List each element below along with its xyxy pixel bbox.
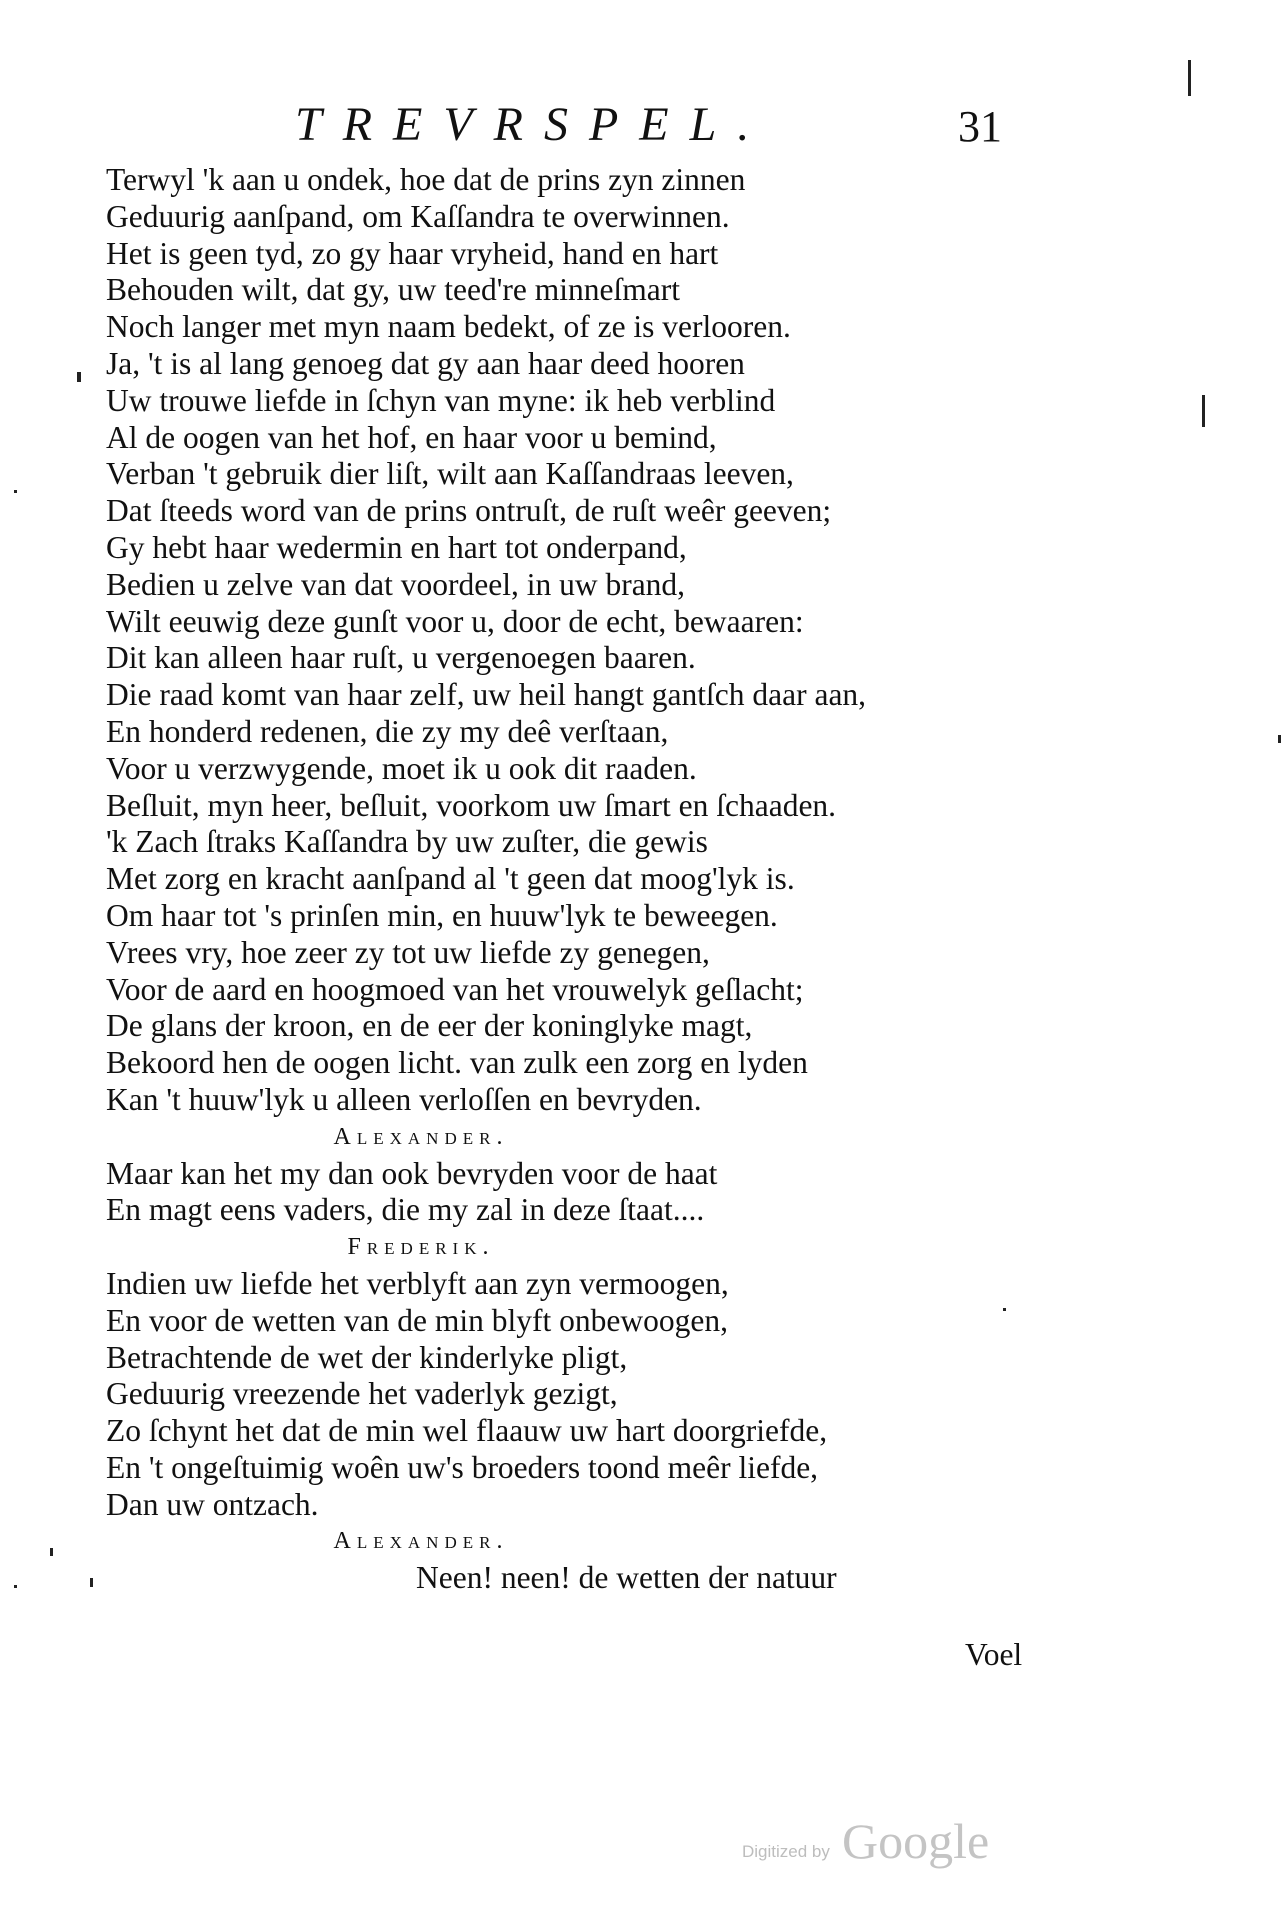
speaker-heading: Frederik. bbox=[347, 1234, 495, 1261]
verse-line: 'k Zach ſtraks Kaſſandra by uw zuſter, die gewis bbox=[106, 824, 708, 860]
verse-line: En 't ongeſtuimig woên uw's broeders toond meêr liefde, bbox=[106, 1449, 819, 1485]
scan-speck bbox=[14, 1585, 17, 1588]
verse-line: Dit kan alleen haar ruſt, u vergenoegen baaren. bbox=[106, 640, 696, 676]
verse-line: Uw trouwe liefde in ſchyn van myne: ik heb verblind bbox=[106, 382, 776, 418]
scan-speck bbox=[1188, 60, 1191, 96]
running-head bbox=[0, 95, 1281, 155]
google-logo: Google bbox=[842, 1813, 990, 1869]
verse-line: Noch langer met myn naam bedekt, of ze is verlooren. bbox=[106, 309, 791, 345]
verse-line: Voor u verzwygende, moet ik u ook dit raaden. bbox=[106, 750, 697, 786]
verse-line: Kan 't huuw'lyk u alleen verloſſen en bevryden. bbox=[106, 1081, 702, 1117]
verse-line: Het is geen tyd, zo gy haar vryheid, hand en hart bbox=[106, 235, 719, 271]
watermark-prefix: Digitized by bbox=[742, 1842, 830, 1861]
speaker-heading: Alexander. bbox=[333, 1123, 509, 1150]
verse-line: Indien uw liefde het verblyft aan zyn vermoogen, bbox=[106, 1265, 729, 1301]
scan-speck bbox=[14, 490, 17, 493]
verse-line: Geduurig vreezende het vaderlyk gezigt, bbox=[106, 1376, 618, 1412]
verse-line: Neen! neen! de wetten der natuur bbox=[416, 1560, 837, 1596]
catchword: Voel bbox=[965, 1637, 1023, 1672]
verse-line: Dat ſteeds word van de prins ontruſt, de ruſt weêr geeven; bbox=[106, 493, 832, 529]
verse-line: Al de oogen van het hof, en haar voor u bemind, bbox=[106, 419, 717, 455]
verse-line: Gy hebt haar wedermin en hart tot onderpand, bbox=[106, 529, 687, 565]
scan-speck bbox=[1202, 395, 1205, 427]
page-number: 31 bbox=[958, 102, 1002, 151]
verse-line: Ja, 't is al lang genoeg dat gy aan haar deed hooren bbox=[106, 345, 745, 381]
verse-line: Geduurig aanſpand, om Kaſſandra te overwinnen. bbox=[106, 198, 730, 234]
verse-line: Zo ſchynt het dat de min wel flaauw uw hart doorgriefde, bbox=[106, 1413, 828, 1449]
scan-speck bbox=[50, 1548, 53, 1556]
scan-speck bbox=[77, 372, 81, 382]
verse-line: Beſluit, myn heer, beſluit, voorkom uw ſmart en ſchaaden. bbox=[106, 787, 837, 823]
verse-line: Vrees vry, hoe zeer zy tot uw liefde zy genegen, bbox=[106, 934, 710, 970]
verse-line: Bekoord hen de oogen licht. van zulk een zorg en lyden bbox=[106, 1045, 808, 1081]
running-title: TREVRSPEL. bbox=[295, 98, 771, 151]
verse-line: En honderd redenen, die zy my deê verſtaan, bbox=[106, 713, 669, 749]
verse-line: Om haar tot 's prinſen min, en huuw'lyk te beweegen. bbox=[106, 897, 778, 933]
verse-line: Wilt eeuwig deze gunſt voor u, door de echt, bewaaren: bbox=[106, 603, 804, 639]
verse-line: Dan uw ontzach. bbox=[106, 1486, 319, 1522]
verse-line: Met zorg en kracht aanſpand al 't geen dat moog'lyk is. bbox=[106, 861, 795, 897]
verse-line: Behouden wilt, dat gy, uw teed're minneſmart bbox=[106, 272, 680, 308]
verse-line: En voor de wetten van de min blyft onbewoogen, bbox=[106, 1302, 728, 1338]
verse-line: Verban 't gebruik dier liſt, wilt aan Kaſſandraas leeven, bbox=[106, 456, 794, 492]
speaker-heading: Alexander. bbox=[333, 1528, 509, 1555]
verse-block bbox=[106, 162, 1056, 1597]
verse-line: Die raad komt van haar zelf, uw heil hangt gantſch daar aan, bbox=[106, 677, 867, 713]
verse-line: Voor de aard en hoogmoed van het vrouwelyk geſlacht; bbox=[106, 971, 804, 1007]
scan-speck bbox=[90, 1578, 93, 1587]
verse-line: De glans der kroon, en de eer der koninglyke magt, bbox=[106, 1008, 753, 1044]
scan-speck bbox=[1003, 1308, 1006, 1311]
verse-line: Betrachtende de wet der kinderlyke pligt, bbox=[106, 1339, 628, 1375]
verse-line: Bedien u zelve van dat voordeel, in uw brand, bbox=[106, 566, 686, 602]
verse-line: Terwyl 'k aan u ondek, hoe dat de prins zyn zinnen bbox=[106, 162, 746, 197]
verse-line: Maar kan het my dan ook bevryden voor de haat bbox=[106, 1155, 718, 1191]
verse-line: En magt eens vaders, die my zal in deze ſtaat.... bbox=[106, 1192, 705, 1228]
